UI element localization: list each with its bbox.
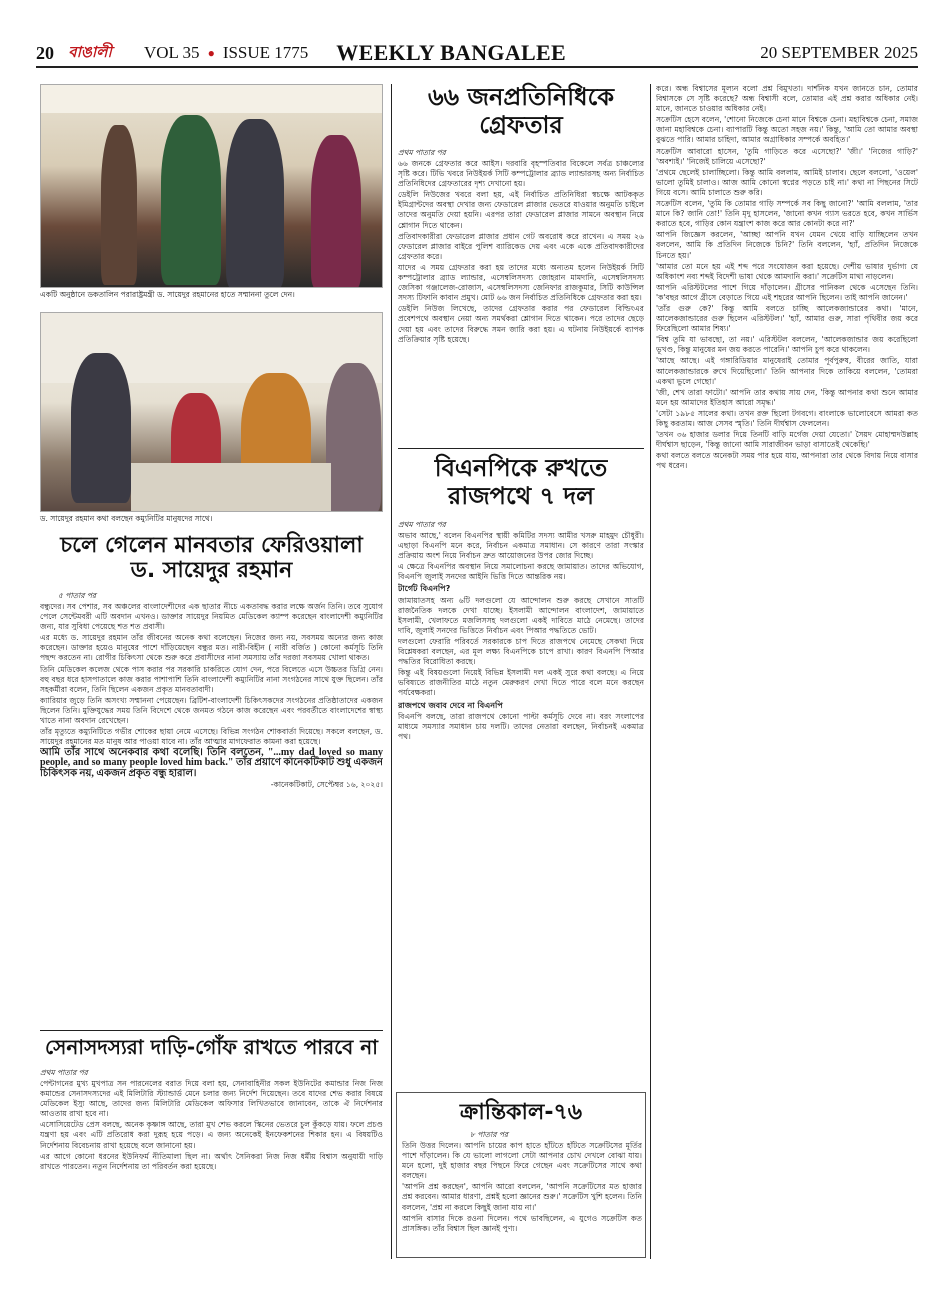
paragraph: সক্রেটিস বলেন, 'তুমি কি তোমার গাড়ি সম্পর্কে সব কিছু জানো?' 'আমি বললাম, 'তার মানে কি? জানি তো!' তিনি মৃদু হাসলেন, 'জানো কখন গ্যাস ভরতে হবে, কখন সার্ভিস করাতে হবে, গাড়ির কোন যন্ত্রাংশ কাজ করে আর কোনটা করে না?' [656,199,918,229]
story-headline: ৬৬ জনপ্রতিনিধিকে গ্রেফতার [427,83,615,139]
paragraph: এর মধ্যে ড. সায়েদুর রহমান তাঁর জীবনের অনেক কথা বলেছেন। নিজের জন্য নয়, সবসময় অন্যের জন্য কাজ করেছেন। ডাক্তার হয়েও মানুষের পাশে দাঁড়িয়েছেন বন্ধুর মত। নারী-বিহীন ( নারী বর্জিত ) কোনো কর্মসূচি তিনি পছন্দ করতেন না। রোগীর চিকিৎসা থেকে শুরু করে প্রবাসীদের নানা সমস্যায় তাঁর দরজা সবসময় খোলা থাকত। [40,633,383,663]
masthead-text: বাঙালী [68,42,112,61]
story-body [40,602,383,1026]
paragraph: বিএনপি বলছে, তারা রাজপথে কোনো পাল্টা কর্মসূচি দেবে না। বরং সংলাপের মাধ্যমে সমস্যার সমাধান চায় দলটি। তাদের নেতারা বলছেন, নির্বাচনই একমাত্র পথ। [398,711,644,741]
paragraph: আপনি বাসার দিকে রওনা দিলেন। পথে ভাবছিলেন, এ যুগেও সক্রেটিস কত প্রাসঙ্গিক। তাঁর বিশ্বাস ছিল জ্ঞানই পুণ্য। [402,1213,642,1233]
photo-caption: ড. সায়েদুর রহমান কথা বলছেন কম্যুনিটির মানুষদের সাথে। [40,514,213,523]
subheading: রাজপথে জবাব দেবে না বিএনপি [398,700,503,710]
person-figure [71,353,131,503]
paragraph: বন্ধুদের। সব পেশার, সব অঞ্চলের বাংলাদেশীদের এক ছাতার নীচে একতাবদ্ধ করার লক্ষে অর্জন তিনি। তবে সুযোগ পেলে সেন্টেমবরী এটি অবদান এখনও। ডাক্তার সায়েদুর নিয়মিত মেডিকেল ক্যাম্প করেছেন বাংলাদেশী কম্যুনিটির জন্য, যার সুবিধা পেয়েছে শত শত প্রবাসী। [40,602,383,632]
divider [398,448,644,449]
paragraph: 'প্রথমে ছেলেই চালাচ্ছিলো। কিন্তু আমি বললাম, আমিই চালাব। ছেলে বললো, 'ওয়েল' ভালো তুমিই চালাও। আজ আমি কোনো স্বপ্নের পড়তে চাই না।' কথা না পিছনের সিটে গিয়ে বসে। আমি চালাতে শুরু করি। [656,167,918,197]
story-body [402,1141,642,1253]
volume-issue [144,43,308,63]
separator-dot-icon: ● [207,45,215,60]
paragraph: 'সেটা ১৯৮৫ সালের কথা। তখন রক্ত ছিলো টগবগে। বাংলাকে ভালোবেসে আমরা কত কিছু করতাম। আজ সেসব স্মৃতি।' তিনি দীর্ঘশ্বাস ফেললেন। [656,408,918,428]
person-figure [226,119,284,288]
meeting-photo [40,312,383,512]
paragraph: তিনি উত্তর দিলেন। আপনি চায়ের কাপ হাতে হাঁটতে হাঁটতে সক্রেটিসের মূর্তির পাশে দাঁড়ালেন। কি যে ভালো লাগলো সেটা আপনার চোখ দেখলে বোঝা যায়। মনে হলো, দুই হাজার বছর পিছনে ফিরে গেছেন এবং সক্রেটিসের সাথে কথা বলছেন। [402,1141,642,1181]
paragraph: এর আগে কোনো ধরনের ইউনিফর্ম নীতিমালা ছিল না। অর্থাৎ সৈনিকরা নিজ নিজ ধর্মীয় বিশ্বাস অনুযায়ী দাড়ি রাখতে পারতেন। নতুন নির্দেশনায় তা পরিবর্তন করা হয়েছে। [40,1151,383,1171]
person-figure [326,363,381,512]
paragraph: 'আমার তো মনে হয় এই শব্দ পরে সংযোজন করা হয়েছে। দেশীয় ভাষার দুর্ভাগ্য যে অধিকাংশ নব্য শব্দই বিদেশী ভাষা থেকে আমদানি করা।' সক্রেটিস মাথা নাড়লেন। [656,261,918,281]
column-divider [650,84,651,1259]
paragraph: জামায়াতসহ অন্য ৬টি দলগুলো যে আন্দোলন শুরু করছে সেখানে সাতটি রাজনৈতিক দলকে দেখা যাচ্ছে। ইসলামী আন্দোলন বাংলাদেশ, জামায়াতে ইসলামী, খেলাফতে মজলিসসহ দলগুলো একই দাবিতে মাঠে নেমেছে। তাদের দাবি, জুলাই সনদের ভিত্তিতে নির্বাচন এবং পিআর পদ্ধতিতে ভোট। [398,595,644,635]
issue-date: 20 SEPTEMBER 2025 [760,43,918,62]
event-photo [40,84,383,288]
paragraph: 'তাঁর গুরু কে?' কিন্তু আমি বলতে চাচ্ছি আলেকজান্ডারের কথা। 'মানে, আলেকজান্ডারের গুরু ছিলেন এরিস্টটল।' 'হ্যাঁ, আমার গুরু, সারা পৃথিবীর জয় করে ফিরেছিলো আমার শিষ্য।' [656,303,918,334]
divider [40,1030,383,1031]
story-byline: প্রথম পাতার পর [398,520,446,529]
paragraph: 'আপনি প্রশ্ন করছেন', আপনি আরো বললেন, 'আপনি সক্রেটিসের মত হাজার প্রশ্ন করবেন। আমার ধারণা, প্রশ্নই হলো জ্ঞানের শুরু।' সক্রেটিস খুশি হলেন। তিনি বললেন, 'প্রশ্ন না করলে কিছুই জানা যায় না।' [402,1182,642,1212]
story-headline: সেনাসদস্যরা দাড়ি-গোঁফ রাখতে পারবে না [45,1035,378,1059]
paragraph: এ ক্ষেত্রে বিএনপির অবস্থান নিয়ে সমালোচনা করছে জামায়াত। তাদের অভিযোগ, বিএনপি জুলাই সনদের আইনি ভিত্তি দিতে আন্তরিক নয়। [398,562,644,582]
paragraph: ডেইলি নিউজ লিখেছে, তাদের গ্রেফতার করার পর ফেডারেল বিল্ডিংএর প্রবেশপথে অবস্থান নেয়া অন্য সমর্থকরা শ্লোগান দিতে থাকেন। পরে তাদের ছেড়ে দেয়া হয় এবং তাদের বিরুদ্ধে সমন জারি করা হয়। এ ঘটনায় নিউইয়র্কে ব্যাপক প্রতিক্রিয়ার সৃষ্টি হয়েছে। [398,304,644,344]
paragraph: সক্রেটিস আবারো হাসেন, 'তুমি গাড়িতে করে এসেছো?' 'জী।' 'নিজের গাড়ি?' 'অবশ্যই।' 'নিজেই চালিয়ে এসেছো?' [656,146,918,166]
story-body [40,1079,383,1257]
masthead-logo [60,41,120,65]
paragraph: 'তখন ৩৬ হাজার ডলার দিয়ে তিনটি বাড়ি মর্গেজ দেয়া যেতো।' সৈয়দ মোহাম্মদউল্লাহ দীর্ঘশ্বাস ছাড়েন, 'কিন্তু জানো আমি সারাজীবন ভাড়া বাসাতেই থেকেছি।' [656,430,918,450]
paragraph: অভাব আছে,' বলেন বিএনপির স্থায়ী কমিটির সদস্য আমীর খসরু মাহমুদ চৌধুরী। এছাড়া বিএনপি মনে করে, নির্বাচন একমাত্র সমাধান। সে কারণে তারা সংস্কার প্রক্রিয়ায় অংশ নিয়ে নির্বাচন দ্রুত আয়োজনের উপর জোর দিচ্ছে। [398,531,644,561]
paragraph: আমি তাঁর সাথে অনেকবার কথা বলেছি। তিনি বলতেন, "...my dad loved so many people, and so many people loved him back." তাঁর প্রয়াণে কানেকটিকাট শুধু একজন চিকিৎসক নয়, একজন প্রকৃত বন্ধু হারাল। [40,747,383,779]
page-number: 20 [36,42,54,63]
photo-caption: একটি অনুষ্ঠানে ডকতালিন পরারাষ্ট্রমন্ত্রী ড. সায়েদুর রহমানের হাতে সম্মাননা তুলে দেন। [40,290,295,299]
paragraph: যাদের এ সময় গ্রেফতার করা হয় তাদের মধ্যে অন্যতম হলেন নিউইয়র্ক সিটি কম্পট্রোলার ব্র্যাড ল্যান্ডার, এসেম্বলিসদস্য জোহরান মামদানি, এসেম্বলিসদস্য জেসিকা গঞ্জালেজ-রোজাস, এসেম্বলিসদস্য জেনিফার রাজকুমার, সিটি কাউন্সিল সদস্য টিফানি কাবান প্রমুখ। মোট ৬৬ জন নির্বাচিত প্রতিনিধিকে গ্রেফতার করা হয়। [398,262,644,303]
paragraph: প্রতিবাদকারীরা ফেডারেল প্লাজার প্রধান গেট অবরোধ করে রাখেন। এ সময় ২৬ ফেডারেল প্লাজার বাইরে পুলিশ ব্যারিকেড দেয় এবং একে একে প্রতিবাদকারীদের গ্রেফতার করে। [398,231,644,261]
story-headline: ক্রান্তিকাল-৭৬ [459,1100,583,1125]
paragraph: ক্যারিয়ার জুড়ে তিনি অসংখ্য সম্মাননা পেয়েছেন। ব্রিটিশ-বাংলাদেশী চিকিৎসকদের সংগঠনের প্রতিষ্ঠাতাদের একজন ছিলেন তিনি। মুক্তিযুদ্ধের সময় তিনি বিদেশে থেকে জনমত গঠনে কাজ করেছেন এবং পরবর্তীতে বাংলাদেশের স্বাস্থ্য খাতে নানা অবদান রেখেছেন। [40,695,383,726]
page-header [36,40,918,68]
story-body [398,159,644,441]
paragraph: আপনি এরিস্টটলের পাশে গিয়ে দাঁড়ালেন। গ্রীসের পানিকল থেকে এসেছেন তিনি। 'ক'বছর আগে গ্রীসে বেড়াতে গিয়ে এই শহরের আপনি ছিলেন। তাই আপনি জানেন।' [656,282,918,302]
paragraph: ডেইলি নিউজের খবরে বলা হয়, এই নির্বাচিত প্রতিনিধিরা স্বচক্ষে আটককৃত ইমিগ্রান্টদের অবস্থা দেখার জন্য ফেডারেল প্লাজার ভেতরে যাওয়ার অনুমতি চাইলে তাদের অনুমতি দেয়া হয়নি। এরপর তারা ফেডারেল প্লাজার সামনে অবস্থান নিয়ে শ্লোগান দিতে থাকেন। [398,190,644,230]
story-byline: প্রথম পাতার পর [398,148,446,157]
paragraph: 'বিশ্ব তুমি যা ভাবছো, তা নয়।' এরিস্টটল বললেন, 'আলেকজান্ডার জয় করেছিলো ভূখণ্ড, কিন্তু মানুষের মন জয় করতে পারেনি।' আপনি চুপ করে থাকলেন। [656,335,918,355]
subheading: টার্গেট বিএনপি? [398,584,451,594]
paragraph: 'আছে আছে। এই গঙ্গারিডিয়ার মানুষেরাই তোমার পূর্বপুরুষ, বীরের জাতি, যারা আলেকজান্ডারকে রুখে দিয়েছিলো।' তিনি আপনার দিকে তাকিয়ে বললেন, 'তোমরা একথা ভুলে গেছো।' [656,356,918,386]
story-byline: ৫ পাতার পর [58,591,97,600]
person-figure [161,115,221,285]
paragraph: সক্রেটিস হেসে বলেন, 'শোনো নিজেকে চেনা মানে বিশ্বকে চেনা। মহাবিশ্বকে চেনা, সমাজ জানা মহাবিশ্বকে চেনা। ব্যাপারটি কিন্তু অতো সহজ নয়।' কিন্তু, 'আমি তো আমার অবস্থা বুঝতে পারি। আমার চাহিদা, আমার অগ্রাধিকার সম্পর্কে অবহিত।' [656,115,918,145]
paragraph: আপনি জিজ্ঞেস করলেন, 'আচ্ছা আপনি যখন যেমন খেয়ে বাড়ি যাচ্ছিলেন তখন বললেন, আমি কি প্রতিদিন নিজেকে চিনি?' তিনি বললেন, 'হ্যাঁ, প্রতিদিন নিজেকে চিনতে হয়।' [656,230,918,260]
paragraph: তিনি মেডিকেল কলেজ থেকে পাস করার পর সরকারি চাকরিতে যোগ দেন, পরে বিলেতে এসে উচ্চতর ডিগ্রি নেন। বহু বছর ধরে হাসপাতালে কাজ করার পাশাপাশি তিনি বাংলাদেশী কম্যুনিটির নানা সংগঠনের সাথে যুক্ত ছিলেন। তাঁর সহকর্মীরা বলেন, তিনি ছিলেন একজন প্রকৃত মানবতাবাদী। [40,664,383,694]
story-byline: প্রথম পাতার পর [40,1068,88,1077]
story-headline: বিএনপিকে রুখতে রাজপথে ৭ দল [434,454,608,510]
person-figure [311,135,361,288]
paragraph: তাঁর মৃত্যুতে কম্যুনিটিতে গভীর শোকের ছায়া নেমে এসেছে। বিভিন্ন সংগঠন শোকবার্তা দিয়েছে। সকলে বলছেন, ড. সায়েদুর রহমানের মত মানুষ আর পাওয়া যাবে না। তাঁর আত্মার মাগফেরাত কামনা করা হয়েছে। [40,727,383,747]
story-headline: চলে গেলেন মানবতার ফেরিওয়ালা ড. সায়েদুর রহমান [60,533,363,584]
story-body [398,531,644,1073]
paragraph: ৬৬ জনকে গ্রেফতার করে আইস। দরবারি বৃহস্পতিবার বিকেলে সর্বত্র চাঞ্চল্যের সৃষ্টি করে। টিভি খবরে নিউইয়র্ক সিটি কম্পট্রোলার ব্র্যাড ল্যান্ডারসহ অন্য নির্বাচিত প্রতিনিধিদের গ্রেফতারের দৃশ্য দেখানো হয়। [398,159,644,189]
paragraph: কিন্তু এই বিষয়গুলো নিয়েই বিভিন্ন ইসলামী দল একই সুরে কথা বলছে। এ নিয়ে ভবিষ্যতে রাজনীতির মাঠে নতুন মেরুকরণ দেখা দিতে পারে বলে মনে করছেন পর্যবেক্ষকরা। [398,668,644,698]
publication-name: WEEKLY BANGALEE [336,40,566,65]
column-divider [391,84,392,1259]
signoff: -কানেকটিকাট, সেপ্টেম্বর ১৬, ২০২৫। [270,779,383,789]
issue: ISSUE 1775 [222,43,309,62]
story-byline: ৮ পাতার পর [470,1130,509,1139]
paragraph: 'জী, শেখ তারা ফাটো।' আপনি তার কথায় সায় দেন, 'কিন্তু আপনার কথা শুনে আমার মনে হয় আমাদের ইতিহাস আরো সমৃদ্ধ।' [656,387,918,407]
paragraph: কথা বলতে বলতে অনেকটা সময় পার হয়ে যায়, আপনারা তার থেকে বিদায় নিয়ে বাসার পথ ধরেন। [656,451,918,471]
volume: VOL 35 [144,43,200,62]
paragraph: করে। অন্ধ বিশ্বাসের মূল্যন বলো প্রশ্ন বিমুখতা। দার্শনিক যখন জানতে চান, তোমার বিশ্বাসকে সে সৃষ্টি করেছে? অন্ধ বিশ্বাসী বলে, তোমার এই প্রশ্ন করার অধিকার নেই। মানে, জানতে চাওয়ার অধিকার নেই। [656,84,918,114]
paragraph: এসোসিয়েটেড প্রেস বলছে, অনেক কৃষ্ণাঙ্গ আছে, তারা মুখ শেভ করলে স্কিনের ভেতরে চুল কুঁকড়ে যায়। ফলে প্রচণ্ড যন্ত্রণা হয় এবং এটি প্রতিরোধ করা দুরূহ হয়ে পড়ে। এ জন্য অনেকেই ইনফেকশনের শিকার হন। এ বিষয়টিও নির্দেশনায় বিবেচনায় রাখা হয়েছে বলে জানানো হয়। [40,1120,383,1150]
person-figure [101,125,137,285]
paragraph: পেন্টাগনের মুখ্য মুখপাত্র সন পারনেলের বরাত দিয়ে বলা হয়, সেনাবাহিনীর সকল ইউনিটের কমান্ডার নিজ নিজ কমান্ডের সেনাসদস্যদের এই মিলিটারি স্ট্যান্ডার্ড মেনে চলার জন্য নির্দেশ দিয়েছেন। তবে যাদের শেভ করার বিষয়ে মেডিকেল ইস্যু আছে, তাদের জন্য মিলিটারি মেডিকেল অফিসার লিখিতভাবে জানাবেন, তাকে ঐ নির্দেশনার আওতায় রাখা হবে না। [40,1079,383,1119]
paragraph: দলগুলো ফেরারি পরিবর্তে সরকারকে চাপ দিতে রাজপথে নেমেছে সেকথা দিয়ে বিশ্লেষকরা বলছেন, এর মূল লক্ষ্য বিএনপিকে চাপে রাখা। কারণ বিএনপি পিআর পদ্ধতির বিরোধিতা করছে। [398,636,644,667]
story-body [656,84,918,1259]
